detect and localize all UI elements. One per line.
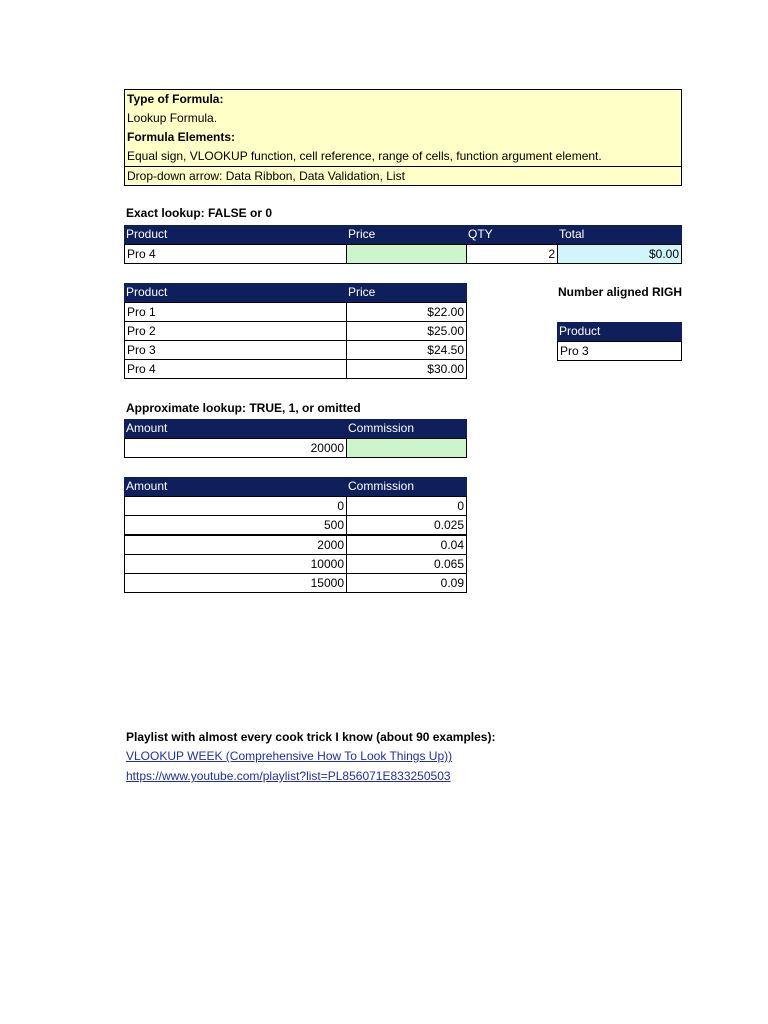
- dropdown-note: Drop-down arrow: Data Ribbon, Data Validation, List: [127, 169, 405, 183]
- commissions-header-commission: Commission: [346, 477, 467, 497]
- exact-header-total: Total: [557, 225, 682, 245]
- playlist-url-link[interactable]: https://www.youtube.com/playlist?list=PL856071E833250503: [126, 769, 451, 783]
- commissions-header-amount: Amount: [124, 477, 347, 497]
- approx-amount-cell[interactable]: 20000: [124, 438, 347, 458]
- playlist-label: Playlist with almost every cook trick I know (about 90 examples):: [126, 730, 496, 744]
- commissions-row-commission[interactable]: 0.09: [346, 573, 467, 593]
- commissions-row-amount[interactable]: 500: [124, 515, 347, 535]
- exact-header-price: Price: [346, 225, 467, 245]
- products-row-price[interactable]: $24.50: [346, 340, 467, 360]
- side-product-cell[interactable]: Pro 3: [557, 341, 682, 361]
- commissions-row-commission[interactable]: 0.04: [346, 535, 467, 555]
- commissions-row-amount[interactable]: 10000: [124, 554, 347, 574]
- exact-header-product: Product: [124, 225, 347, 245]
- approx-commission-cell[interactable]: [346, 438, 467, 458]
- elements-label: Formula Elements:: [127, 130, 236, 144]
- products-row-price[interactable]: $30.00: [346, 359, 467, 379]
- side-header-product: Product: [557, 322, 682, 342]
- number-aligned-note: Number aligned RIGH: [558, 285, 683, 299]
- approx-header-commission: Commission: [346, 419, 467, 439]
- type-value: Lookup Formula.: [127, 111, 218, 125]
- products-header-price: Price: [346, 283, 467, 303]
- products-row-product[interactable]: Pro 3: [124, 340, 347, 360]
- products-row-price[interactable]: $25.00: [346, 321, 467, 341]
- exact-total-cell[interactable]: $0.00: [557, 244, 682, 264]
- playlist-title-link[interactable]: VLOOKUP WEEK (Comprehensive How To Look Things Up)): [126, 749, 453, 763]
- exact-price-cell[interactable]: [346, 244, 467, 264]
- commissions-row-commission[interactable]: 0.065: [346, 554, 467, 574]
- formula-info-box: [124, 89, 682, 186]
- products-row-product[interactable]: Pro 4: [124, 359, 347, 379]
- products-row-product[interactable]: Pro 2: [124, 321, 347, 341]
- type-label: Type of Formula:: [127, 92, 224, 106]
- elements-value: Equal sign, VLOOKUP function, cell reference, range of cells, function argument element.: [127, 149, 602, 163]
- commissions-row-amount[interactable]: 2000: [124, 535, 347, 555]
- commissions-row-amount[interactable]: 15000: [124, 573, 347, 593]
- exact-lookup-title: Exact lookup: FALSE or 0: [126, 206, 273, 220]
- commissions-row-commission[interactable]: 0: [346, 496, 467, 516]
- products-row-product[interactable]: Pro 1: [124, 302, 347, 322]
- products-row-price[interactable]: $22.00: [346, 302, 467, 322]
- exact-qty-cell[interactable]: 2: [466, 244, 558, 264]
- commissions-row-commission[interactable]: 0.025: [346, 515, 467, 535]
- approx-header-amount: Amount: [124, 419, 347, 439]
- commissions-row-amount[interactable]: 0: [124, 496, 347, 516]
- approx-lookup-title: Approximate lookup: TRUE, 1, or omitted: [126, 401, 361, 415]
- exact-product-cell[interactable]: Pro 4: [124, 244, 347, 264]
- exact-header-qty: QTY: [466, 225, 558, 245]
- products-header-product: Product: [124, 283, 347, 303]
